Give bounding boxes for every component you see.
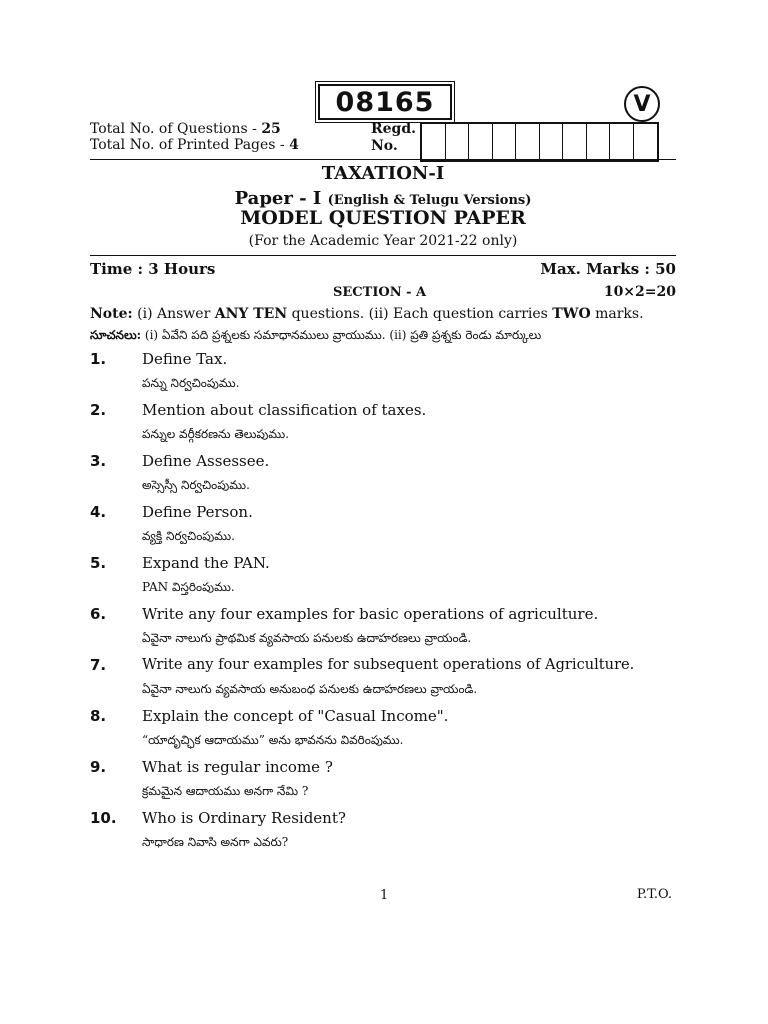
question-number: 3. [90, 452, 107, 470]
regd-label: Regd. [371, 121, 416, 137]
total-pages-label: Total No. of Printed Pages - [90, 137, 290, 153]
question-english: Define Tax. [142, 350, 228, 368]
regd-box[interactable] [516, 124, 540, 160]
note-telugu-text: (i) ఏవేని పది ప్రశ్నలకు సమాధానములు వ్రాయుము. (ii) ప్రతి ప్రశ్నకు రెండు మార్కులు [141, 328, 542, 342]
note-english [90, 306, 644, 322]
header-divider [90, 159, 676, 160]
question-english: Define Person. [142, 503, 253, 521]
question-number: 9. [90, 758, 107, 776]
question-english: Write any four examples for subsequent operations of Agriculture. [142, 656, 635, 673]
question-number: 10. [90, 809, 117, 827]
regd-box[interactable] [422, 124, 446, 160]
model-paper-title: MODEL QUESTION PAPER [240, 207, 526, 229]
regd-box[interactable] [563, 124, 587, 160]
question-telugu: PAN విస్తరింపుము. [142, 580, 235, 594]
pto-label: P.T.O. [636, 887, 672, 902]
question-english: Explain the concept of "Casual Income". [142, 707, 449, 725]
question-english: What is regular income ? [142, 758, 333, 776]
paper-line [90, 188, 676, 209]
question-telugu: ఏవైనా నాలుగు వ్యవసాయ అనుబంధ పనులకు ఉదాహరణలు వ్రాయండి. [142, 682, 478, 696]
question-number: 4. [90, 503, 107, 521]
exam-time: Time : 3 Hours [90, 260, 216, 278]
page-number: 1 [380, 888, 389, 903]
version-badge: V [624, 86, 660, 122]
question-english: Define Assessee. [142, 452, 270, 470]
question-telugu: ఏవైనా నాలుగు ప్రాథమిక వ్యవసాయ పనులకు ఉదాహరణలు వ్రాయండి. [142, 631, 472, 645]
versions-label: (English & Telugu Versions) [327, 193, 532, 208]
regd-box[interactable] [493, 124, 517, 160]
question-number: 5. [90, 554, 107, 572]
question-english: Mention about classification of taxes. [142, 401, 427, 419]
total-pages-line [90, 137, 299, 153]
title-divider [90, 255, 676, 256]
question-telugu: పన్ను నిర్వచింపుము. [142, 376, 240, 390]
max-marks: Max. Marks : 50 [540, 260, 676, 278]
note-label: Note: [90, 306, 133, 322]
total-questions-label: Total No. of Questions - [90, 121, 262, 137]
total-questions-line [90, 121, 281, 137]
question-english: Who is Ordinary Resident? [142, 809, 346, 827]
question-telugu: సాధారణ నివాసి అనగా ఎవరు? [142, 835, 289, 849]
question-english: Expand the PAN. [142, 554, 270, 572]
question-telugu: పన్నుల వర్గీకరణను తెలుపుము. [142, 427, 290, 441]
note-text: questions. (ii) Each question carries [287, 306, 553, 322]
question-english: Write any four examples for basic operations of agriculture. [142, 605, 599, 623]
note-text: marks. [590, 306, 644, 322]
section-heading: SECTION - A [333, 285, 427, 300]
total-pages-value: 4 [289, 137, 299, 153]
note-telugu [90, 328, 541, 345]
question-number: 7. [90, 656, 107, 674]
question-number: 1. [90, 350, 107, 368]
regd-box[interactable] [446, 124, 470, 160]
regd-box[interactable] [587, 124, 611, 160]
no-label: No. [371, 138, 398, 154]
subject-title: TAXATION-I [321, 163, 445, 184]
regd-box[interactable] [610, 124, 634, 160]
note-emphasis: ANY TEN [214, 306, 288, 322]
academic-year: (For the Academic Year 2021-22 only) [248, 233, 518, 249]
question-telugu: “యాదృచ్ఛిక ఆదాయము” అను భావనను వివరింపుము. [142, 733, 404, 747]
question-number: 8. [90, 707, 107, 725]
question-number: 2. [90, 401, 107, 419]
total-questions-value: 25 [261, 121, 281, 137]
note-text: (i) Answer [132, 306, 215, 322]
note-emphasis: TWO [552, 306, 591, 322]
regd-box[interactable] [469, 124, 493, 160]
paper-code: 08165 [318, 84, 452, 120]
note-telugu-label: సూచనలు: [90, 328, 142, 342]
question-telugu: వ్యక్తి నిర్వచింపుము. [142, 529, 235, 543]
question-telugu: క్రమమైన ఆదాయము అనగా నేమి ? [142, 784, 309, 798]
paper-label: Paper - I [234, 188, 322, 209]
regd-box[interactable] [540, 124, 564, 160]
registration-number-boxes[interactable] [420, 122, 659, 162]
question-number: 6. [90, 605, 107, 623]
question-telugu: అస్సెస్సీ నిర్వచింపుము. [142, 478, 250, 492]
section-marks: 10×2=20 [603, 284, 676, 300]
regd-box[interactable] [634, 124, 658, 160]
